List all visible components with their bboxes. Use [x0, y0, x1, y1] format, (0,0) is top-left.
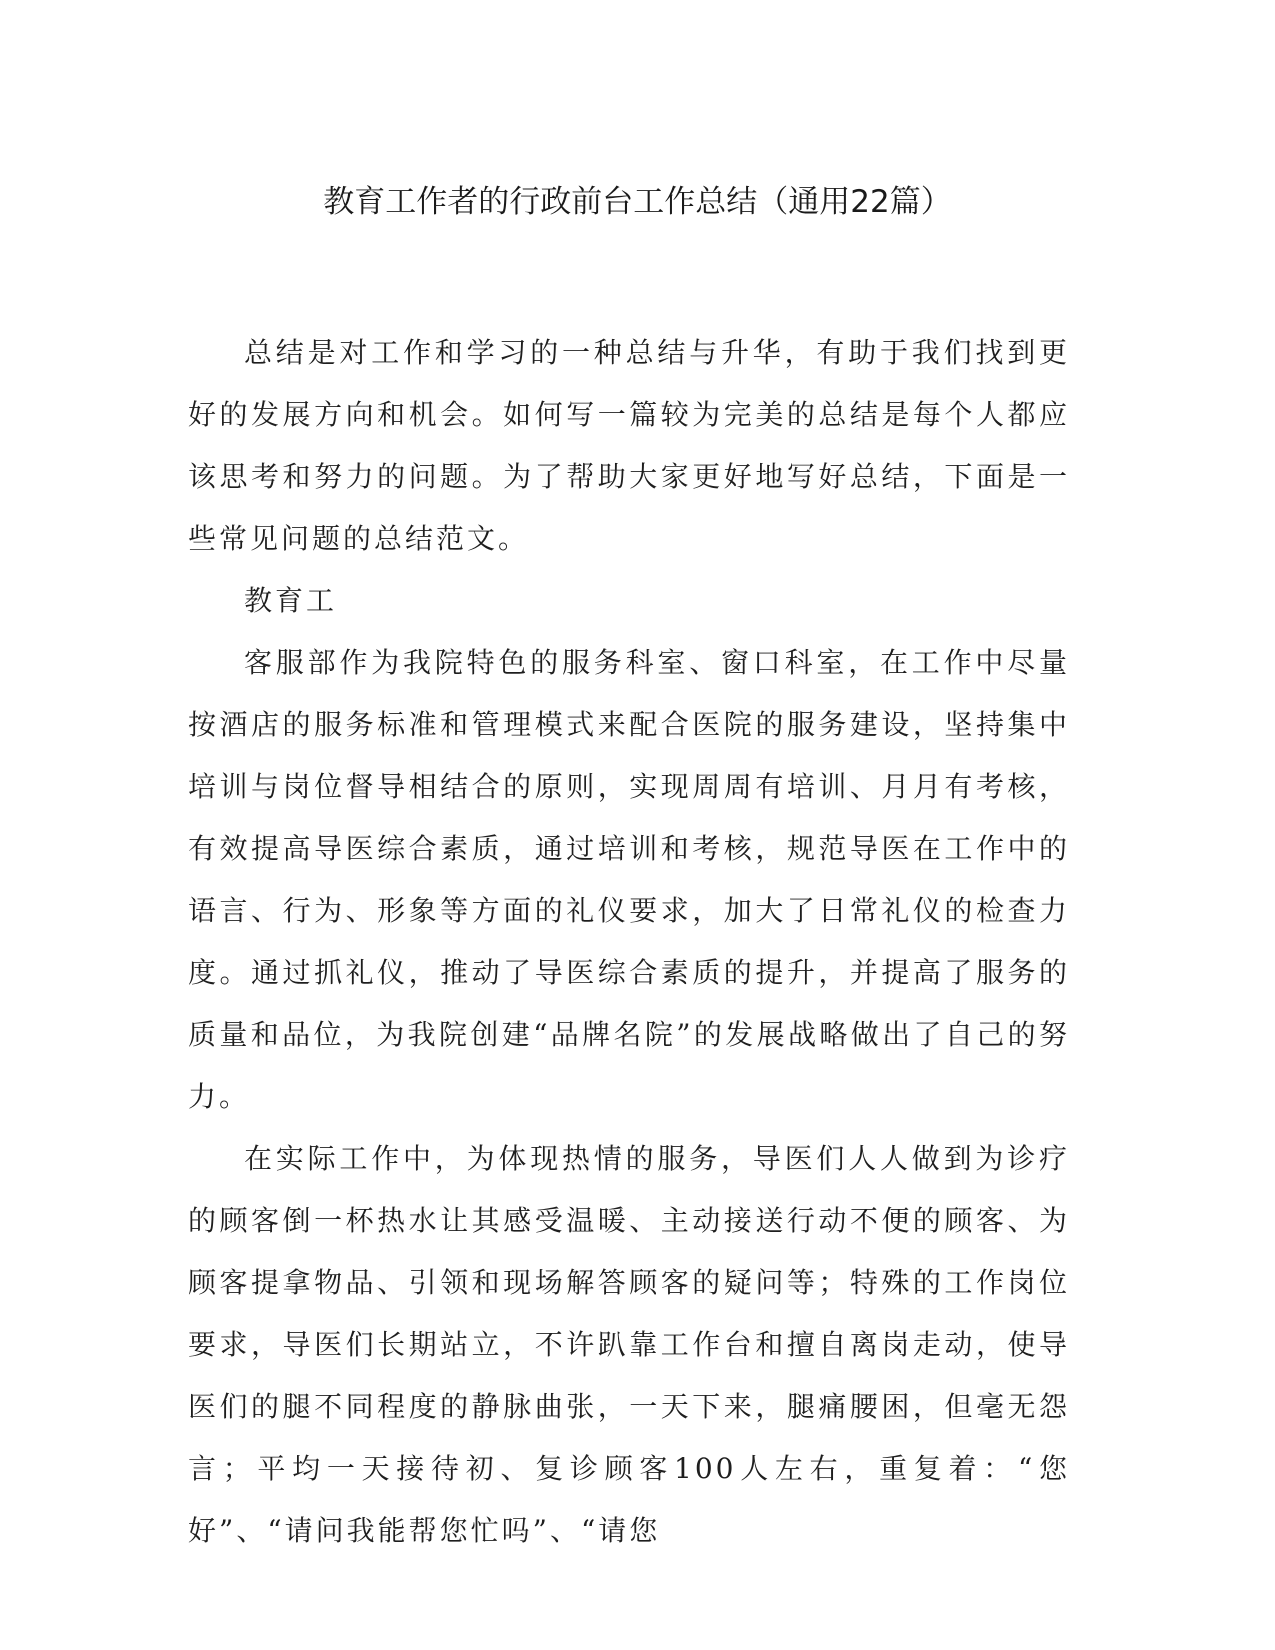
document-body — [188, 322, 1070, 1562]
paragraph-daily-work: 在实际工作中，为体现热情的服务，导医们人人做到为诊疗的顾客倒一杯热水让其感受温暖、主动接送行动不便的顾客、为顾客提拿物品、引领和现场解答顾客的疑问等；特殊的工作岗位要求，导医们长期站立，不许趴靠工作台和擅自离岗走动，使导医们的腿不同程度的静脉曲张，一天下来，腿痛腰困，但毫无怨言；平均一天接待初、复诊顾客100人左右，重复着：“您好”、“请问我能帮您忙吗”、“请您 — [188, 1142, 1070, 1547]
paragraph-heading-fragment: 教育工 — [244, 584, 338, 617]
paragraph-customer-service: 客服部作为我院特色的服务科室、窗口科室，在工作中尽量按酒店的服务标准和管理模式来配合医院的服务建设，坚持集中培训与岗位督导相结合的原则，实现周周有培训、月月有考核，有效提高导医综合素质，通过培训和考核，规范导医在工作中的语言、行为、形象等方面的礼仪要求，加大了日常礼仪的检查力度。通过抓礼仪，推动了导医综合素质的提升，并提高了服务的质量和品位，为我院创建“品牌名院”的发展战略做出了自己的努力。 — [188, 646, 1070, 1113]
document-title: 教育工作者的行政前台工作总结（通用22篇） — [323, 184, 952, 220]
paragraph-intro: 总结是对工作和学习的一种总结与升华，有助于我们找到更好的发展方向和机会。如何写一篇较为完美的总结是每个人都应该思考和努力的问题。为了帮助大家更好地写好总结，下面是一些常见问题的总结范文。 — [188, 336, 1070, 555]
